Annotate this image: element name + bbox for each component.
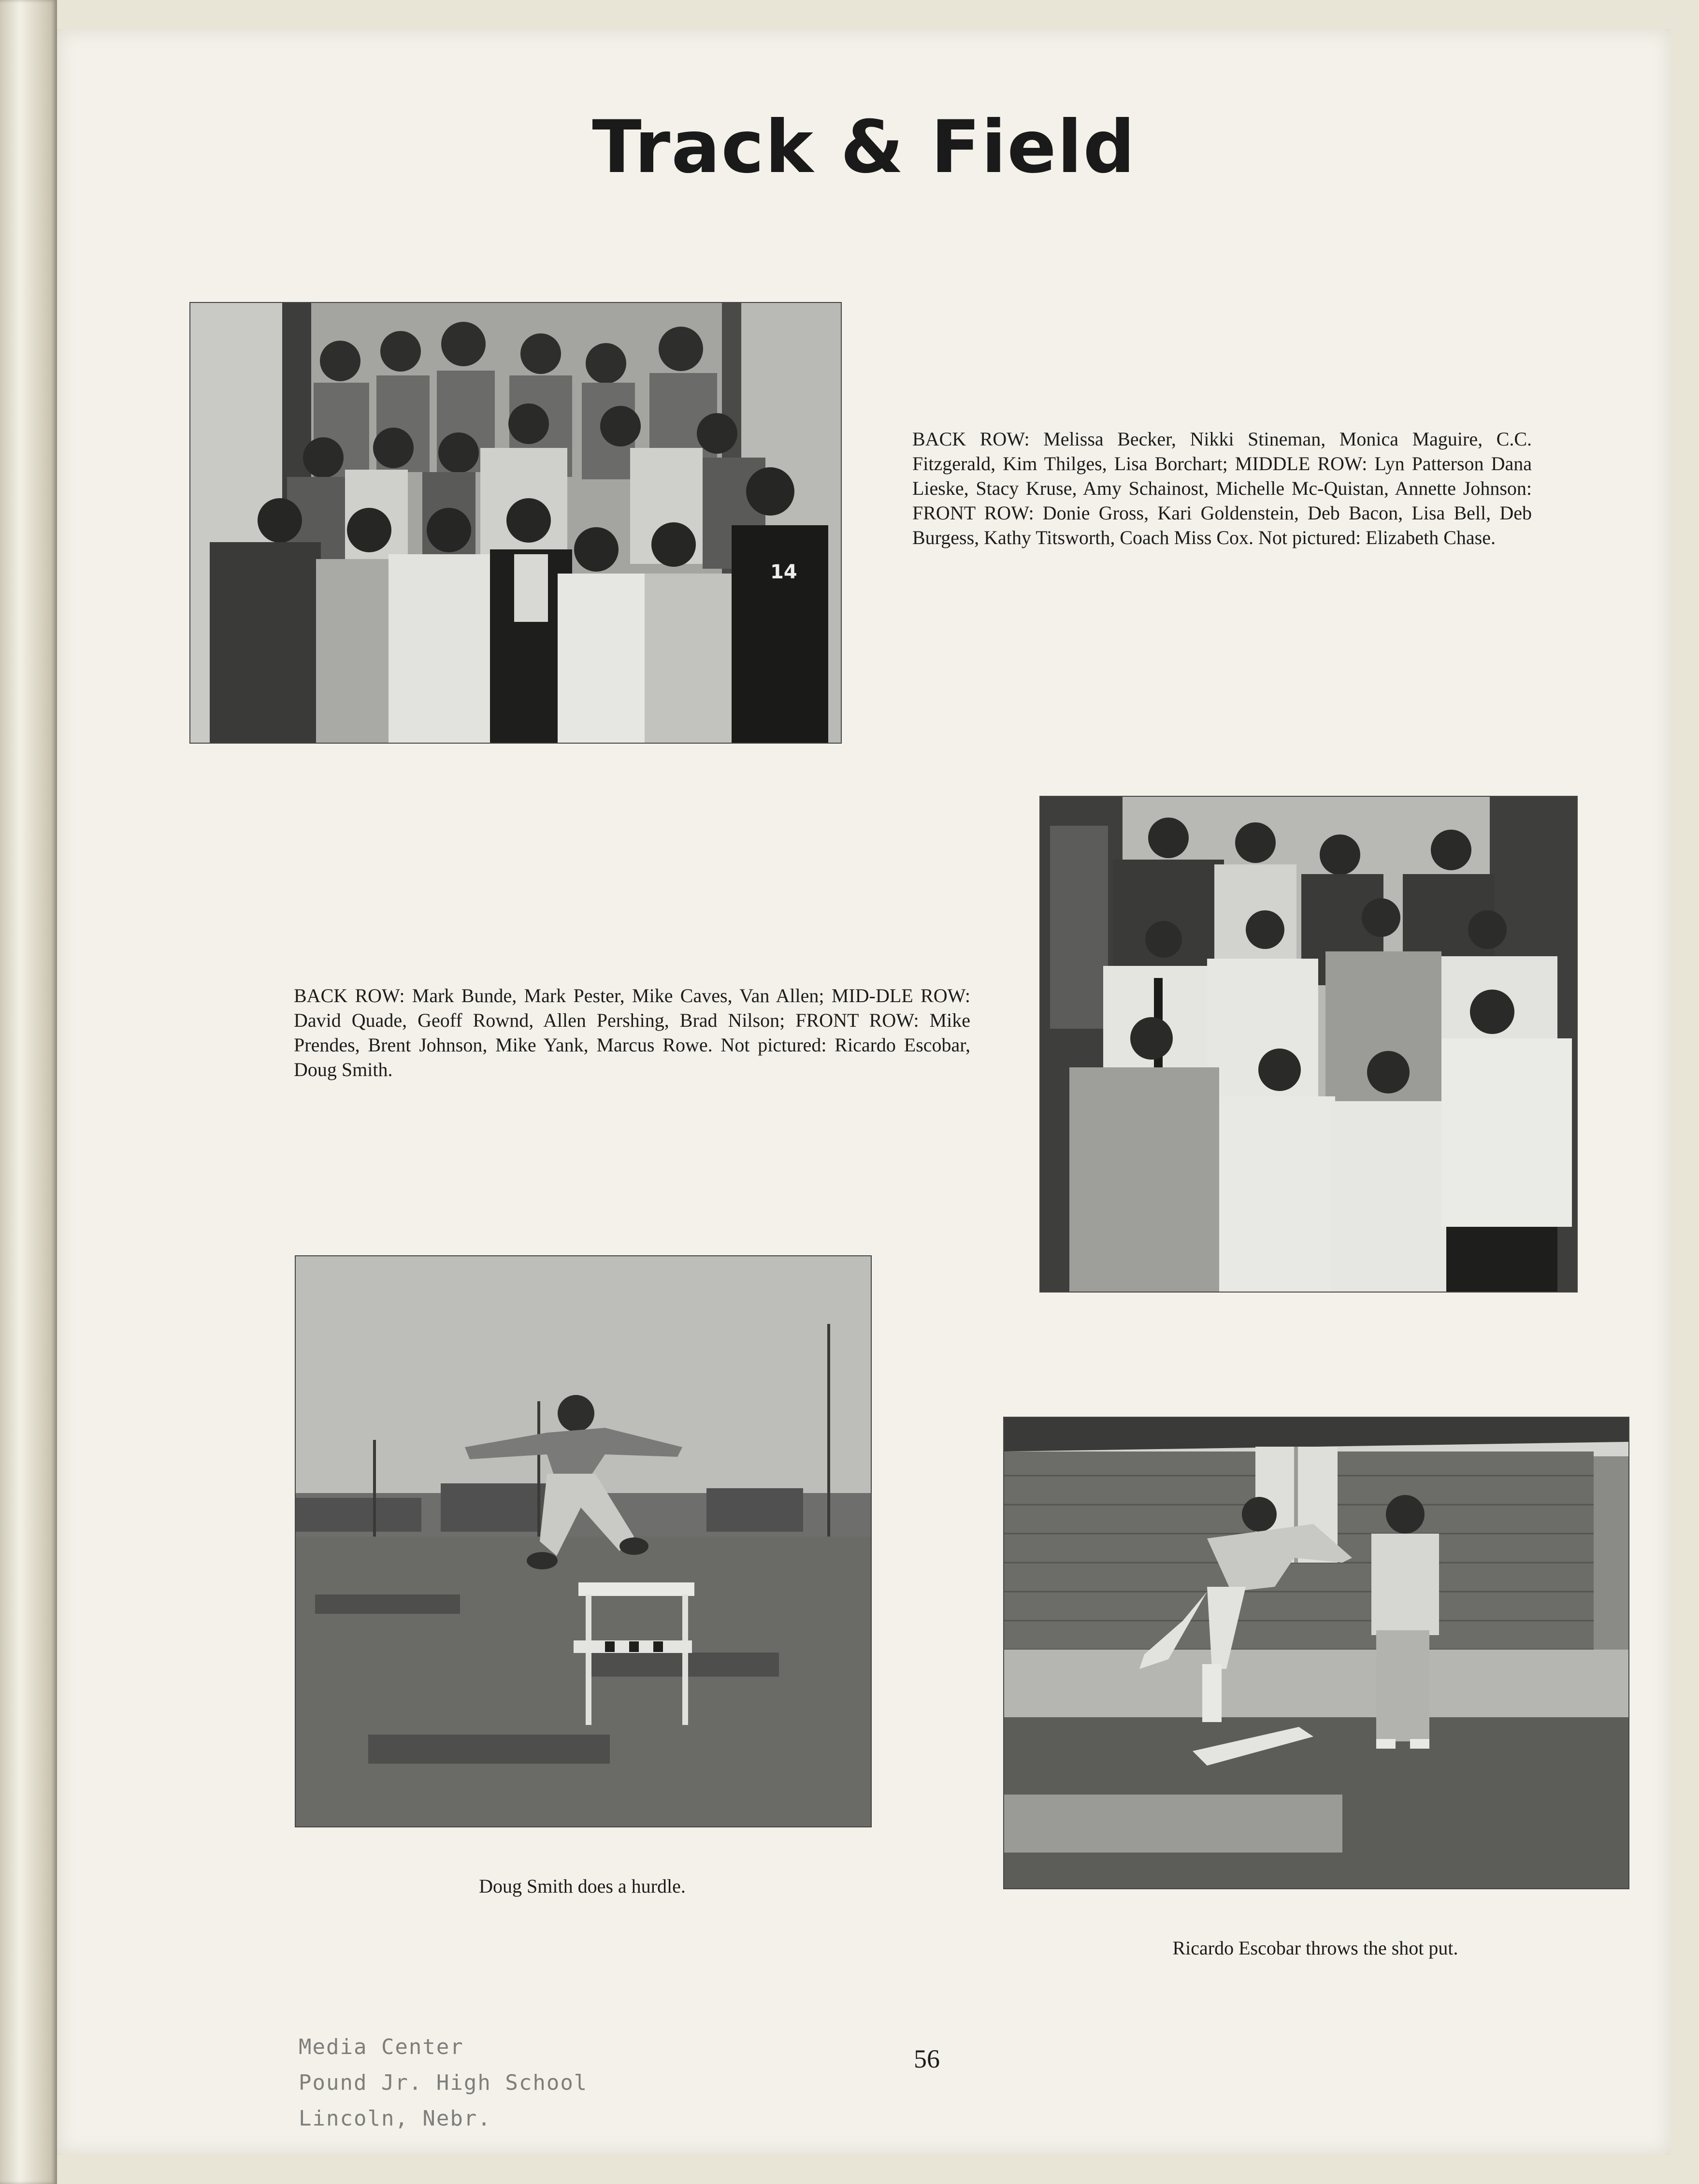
stamp-line-3: Lincoln, Nebr. [299, 2106, 491, 2131]
library-stamp [299, 2029, 588, 2137]
page-number: 56 [914, 2044, 940, 2073]
shotput-caption: Ricardo Escobar throws the shot put. [1172, 1937, 1458, 1959]
jersey-number: 14 [770, 561, 797, 583]
book-binding [0, 0, 57, 2184]
girls-team-photo [189, 302, 842, 744]
hurdle-photo [295, 1255, 872, 1827]
yearbook-page [57, 29, 1671, 2155]
shotput-photo [1003, 1417, 1629, 1889]
page-title: Track & Field [592, 105, 1136, 189]
hurdle-caption: Doug Smith does a hurdle. [479, 1875, 686, 1897]
stamp-line-2: Pound Jr. High School [299, 2070, 588, 2095]
boys-team-photo [1039, 796, 1578, 1293]
stamp-line-1: Media Center [299, 2035, 464, 2059]
girls-team-caption: BACK ROW: Melissa Becker, Nikki Stineman, Monica Maguire, C.C. Fitzgerald, Kim Thilges, Lisa Borchart; MIDDLE ROW: Lyn Patterson Dana Lieske, Stacy Kruse, Amy Schainost, Michelle Mc-Quistan, Annette Johnson: FRONT ROW: Donie Gross, Kari Goldenstein, Deb Bacon, Lisa Bell, Deb Burgess, Kathy Titsworth, Coach Miss Cox. Not pictured: Elizabeth Chase. [912, 428, 1532, 548]
boys-team-caption: BACK ROW: Mark Bunde, Mark Pester, Mike Caves, Van Allen; MID-DLE ROW: David Quade, Geoff Rownd, Allen Pershing, Brad Nilson; FRONT ROW: Mike Prendes, Brent Johnson, Mike Yank, Marcus Rowe. Not pictured: Ricardo Escobar, Doug Smith. [294, 985, 970, 1080]
